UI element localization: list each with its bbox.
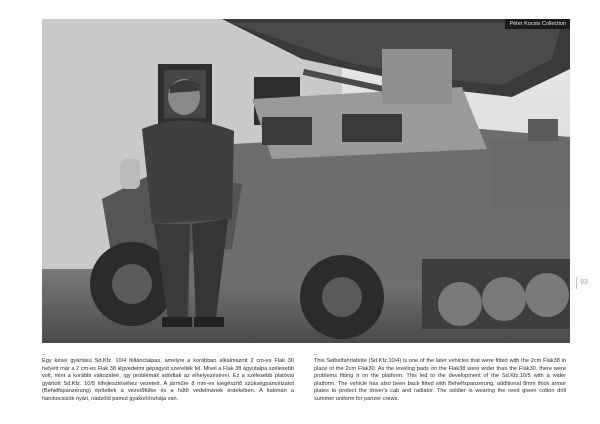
caption-dash: – xyxy=(42,352,46,358)
halftrack-photograph xyxy=(42,19,570,343)
caption-dash: – xyxy=(314,352,318,358)
photo-credit: Péter Kocsis Collection xyxy=(505,19,570,29)
caption-english xyxy=(314,352,566,404)
caption-hungarian xyxy=(42,352,294,404)
caption-hungarian-text: Egy kései gyártású Sd.Kfz. 10/4 féllánctalpas, amelyre a korábban alkalmazott 2 cm-es Flak 30 helyett már a 2 cm-es Flak 38 légvédelmi gépágyút szerelték fel. Mivel a Flak 38 ágyútalpa szélesebb volt, mint a korábbi változatéé, így problémák adódtak az elhelyezésével. Ez a szélesebb platóval gyártott Sd.Kfz. 10/5 kifejlesztéséhez vezetett. A járműre 8 mm-es kiegészítő szükségpáncélzatot (Behelfspanzerung) építettek a vezetőfülke és a hűtő védelmének érdekében. A katonán a harckocsizók nyári, nádzöld pamut gyakorlóruhája van. xyxy=(42,358,294,402)
page-number: 93 xyxy=(576,277,588,289)
caption-english-text: This Selbstfahrlafette (Sd.Kfz.10/4) is one of the later vehicles that were fitted with the 2cm Flak38 in place of the 2cm Flak30. As the leveling pads on the Flak38 were wider than the Flak30, there were problems fitting it on the platform. This led to the development of the Sd.Kfz.10/5 with a wider platform. The vehicle has also been back fitted with Behelfspanzerung, additional 8mm thick armor plates to protect the driver's cab and radiator. The soldier is wearing the reed green cotton drill summer uniform for panzer crews. xyxy=(314,358,566,402)
vehicle-photo xyxy=(42,19,570,343)
